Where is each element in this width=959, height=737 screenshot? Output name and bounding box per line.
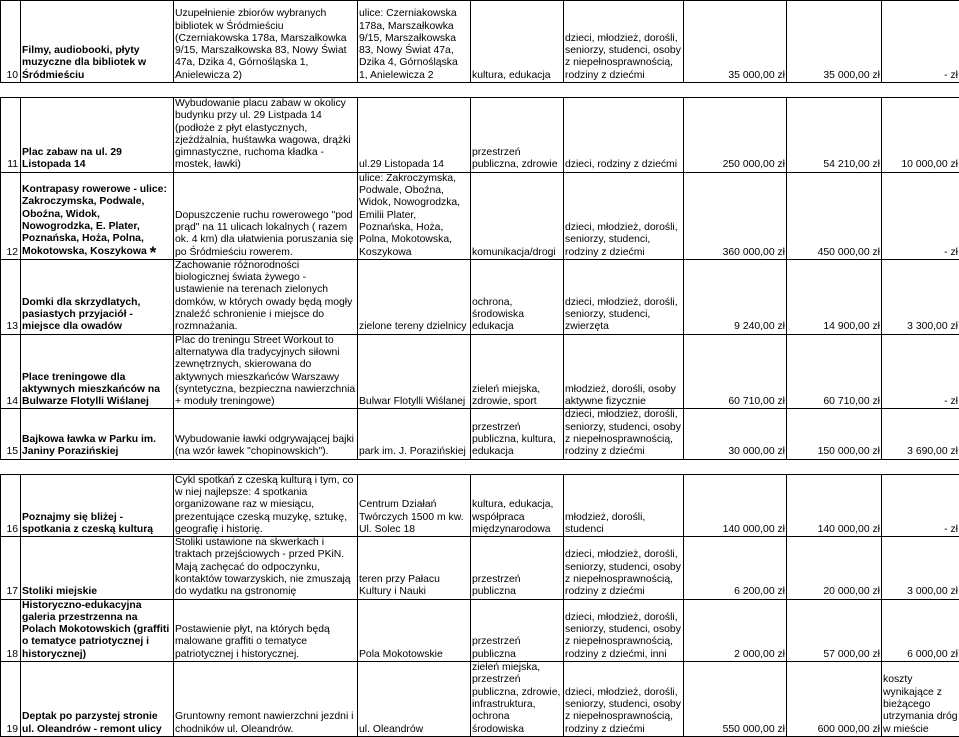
value-3: - zł <box>882 334 959 409</box>
project-target-group: dzieci, młodzież, dorośli, seniorzy, studenci, osoby z niepełnosprawnością, rodziny z dziećmi <box>564 662 684 737</box>
value-1: 2 000,00 zł <box>684 599 787 661</box>
project-description: Stoliki ustawione na skwerkach i traktach przejściowych - przed PKiN. Mają zachęcać do odpoczynku, kontaktów towarzyskich, nie zmuszają do wydatku na gstronomię <box>174 537 358 599</box>
value-3: 3 300,00 zł <box>882 259 959 334</box>
row-number: 16 <box>1 474 21 536</box>
row-number: 19 <box>1 662 21 737</box>
project-target-group: dzieci, rodziny z dziećmi <box>564 98 684 173</box>
project-location: Pola Mokotowskie <box>358 599 471 661</box>
value-2: 14 900,00 zł <box>787 259 882 334</box>
project-name: Filmy, audiobooki, płyty muzyczne dla bibliotek w Śródmieściu <box>21 1 174 83</box>
project-target-group: młodzież, dorośli, studenci <box>564 474 684 536</box>
project-category: zieleń miejska, przestrzeń publiczna, zdrowie, infrastruktura, ochrona środowiska <box>471 662 564 737</box>
row-number: 13 <box>1 259 21 334</box>
table-row <box>1 172 959 259</box>
project-description: Plac do treningu Street Workout to alternatywa dla tradycyjnych siłowni zewnętrznych, skierowana do aktywnych mieszkańców Warszawy (syntetyczna, bezpieczna nawierzchnia + moduły treningowe) <box>174 334 358 409</box>
project-name: Domki dla skrzydlatych, pasiastych przyjaciół - miejsce dla owadów <box>21 259 174 334</box>
project-description: Uzupełnienie zbiorów wybranych bibliotek w Śródmieściu (Czerniakowska 178a, Marszałkowka 9/15, Marszałkowska 83, Nowy Świat 47a, Dzika 4, Górnośląska 1, Anielewicza 2) <box>174 1 358 83</box>
value-2: 20 000,00 zł <box>787 537 882 599</box>
project-target-group: dzieci, młodzież, dorośli, seniorzy, studenci, osoby z niepełnosprawnością, rodziny z dziećmi <box>564 1 684 83</box>
project-location: ulice: Zakroczymska, Podwale, Oboźna, Widok, Nowogrodzka, Emilii Plater, Poznańska, Hoża, Polna, Mokotowska, Koszykowa <box>358 172 471 259</box>
project-location: ul. Oleandrów <box>358 662 471 737</box>
value-3: 10 000,00 zł <box>882 98 959 173</box>
value-3: - zł <box>882 1 959 83</box>
project-name: Historyczno-edukacyjna galeria przestrzenna na Polach Mokotowskich (graffiti o tematyce patriotycznej i historycznej) <box>21 599 174 661</box>
project-location: teren przy Pałacu Kultury i Nauki <box>358 537 471 599</box>
project-name-text: Kontrapasy rowerowe - ulice: Zakroczymska, Podwale, Oboźna, Widok, Nowogrodzka, E. Plater, Poznańska, Hoża, Polna, Mokotowska, Koszykowa <box>22 184 167 256</box>
project-category: kultura, edukacja, współpraca międzynarodowa <box>471 474 564 536</box>
project-description: Cykl spotkań z czeską kulturą i tym, co w niej najlepsze: 4 spotkania organizowane raz w miesiącu, prezentujące czeską muzykę, sztukę, geografię i historię. <box>174 474 358 536</box>
table-row <box>1 259 959 334</box>
value-1: 60 710,00 zł <box>684 334 787 409</box>
value-2: 35 000,00 zł <box>787 1 882 83</box>
table-row <box>1 662 959 737</box>
projects-table-body <box>1 1 959 737</box>
project-location: ul.29 Listopada 14 <box>358 98 471 173</box>
project-category: przestrzeń publiczna, zdrowie <box>471 98 564 173</box>
value-3: 6 000,00 zł <box>882 599 959 661</box>
value-3: 3 690,00 zł <box>882 409 959 459</box>
project-category: kultura, edukacja <box>471 1 564 83</box>
footnote-star: * <box>150 243 157 260</box>
row-number: 14 <box>1 334 21 409</box>
table-row <box>1 1 959 83</box>
value-1: 35 000,00 zł <box>684 1 787 83</box>
value-1: 6 200,00 zł <box>684 537 787 599</box>
value-1: 360 000,00 zł <box>684 172 787 259</box>
table-row <box>1 474 959 536</box>
row-number: 11 <box>1 98 21 173</box>
table-row <box>1 537 959 599</box>
project-target-group: dzieci, młodzież, dorośli, seniorzy, studenci, osoby z niepełnosprawnością, rodziny z dziećmi <box>564 409 684 459</box>
project-category: komunikacja/drogi <box>471 172 564 259</box>
project-description: Wybudowanie ławki odgrywającej bajki (na wzór ławek "chopinowskich"). <box>174 409 358 459</box>
project-name: Deptak po parzystej stronie ul. Oleandrów - remont ulicy <box>21 662 174 737</box>
project-target-group: dzieci, młodzież, dorośli, seniorzy, studenci, zwierzęta <box>564 259 684 334</box>
project-category: przestrzeń publiczna, kultura, edukacja <box>471 409 564 459</box>
value-1: 30 000,00 zł <box>684 409 787 459</box>
value-3: - zł <box>882 172 959 259</box>
project-location: ulice: Czerniakowska 178a, Marszałkowka 9/15, Marszałkowska 83, Nowy Świat 47a, Dzika 4, Górnośląska 1, Anielewicza 2 <box>358 1 471 83</box>
value-2: 57 000,00 zł <box>787 599 882 661</box>
project-location: park im. J. Porazińskiej <box>358 409 471 459</box>
value-1: 550 000,00 zł <box>684 662 787 737</box>
value-1: 250 000,00 zł <box>684 98 787 173</box>
project-category: przestrzeń publiczna <box>471 599 564 661</box>
project-category: zieleń miejska, zdrowie, sport <box>471 334 564 409</box>
value-1: 9 240,00 zł <box>684 259 787 334</box>
value-2: 60 710,00 zł <box>787 334 882 409</box>
project-category: ochrona, środowiska edukacja <box>471 259 564 334</box>
project-description: Dopuszczenie ruchu rowerowego "pod prąd" na 11 ulicach lokalnych ( razem ok. 4 km) dla ułatwienia poruszania się po Śródmieściu rowerem. <box>174 172 358 259</box>
value-2: 450 000,00 zł <box>787 172 882 259</box>
project-description: Zachowanie różnorodności biologicznej świata żywego - ustawienie na terenach zielonych domków, w których owady będą mogły znaleźć schronienie i miejsce do rozmnażania. <box>174 259 358 334</box>
row-spacer <box>1 459 959 474</box>
project-name: Place treningowe dla aktywnych mieszkańców na Bulwarze Flotylli Wiślanej <box>21 334 174 409</box>
project-name: Stoliki miejskie <box>21 537 174 599</box>
project-target-group: dzieci, młodzież, dorośli, seniorzy, studenci, osoby z niepełnosprawnością, rodziny z dziećmi <box>564 537 684 599</box>
project-target-group: dzieci, młodzież, dorośli, seniorzy, studenci, osoby z niepełnosprawnością, rodziny z dziećmi, inni <box>564 599 684 661</box>
row-number: 12 <box>1 172 21 259</box>
value-2: 150 000,00 zł <box>787 409 882 459</box>
project-description: Wybudowanie placu zabaw w okolicy budynku przy ul. 29 Listpada 14 (podłoże z płyt elastycznych, zjeżdżalnia, huśtawka wagowa, drążki gimnastyczne, ruchoma kładka - mostek, ławki) <box>174 98 358 173</box>
row-spacer <box>1 83 959 98</box>
project-name: Poznajmy się bliżej - spotkania z czeską kulturą <box>21 474 174 536</box>
value-2: 600 000,00 zł <box>787 662 882 737</box>
value-2: 54 210,00 zł <box>787 98 882 173</box>
table-row <box>1 98 959 173</box>
row-number: 18 <box>1 599 21 661</box>
project-name: Plac zabaw na ul. 29 Listopada 14 <box>21 98 174 173</box>
table-row <box>1 409 959 459</box>
row-number: 15 <box>1 409 21 459</box>
value-3: 3 000,00 zł <box>882 537 959 599</box>
value-2: 140 000,00 zł <box>787 474 882 536</box>
project-location: Centrum Działań Twórczych 1500 m kw. Ul. Solec 18 <box>358 474 471 536</box>
project-name <box>21 172 174 259</box>
project-location: Bulwar Flotylli Wiślanej <box>358 334 471 409</box>
value-3: koszty wynikające z bieżącego utrzymania dróg w mieście <box>882 662 959 737</box>
project-target-group: młodzież, dorośli, osoby aktywne fizycznie <box>564 334 684 409</box>
project-description: Postawienie płyt, na których będą malowane graffiti o tematyce patriotycznej i historycznej. <box>174 599 358 661</box>
table-row <box>1 599 959 661</box>
project-location: zielone tereny dzielnicy <box>358 259 471 334</box>
project-description: Gruntowny remont nawierzchni jezdni i chodników ul. Oleandrów. <box>174 662 358 737</box>
table-row <box>1 334 959 409</box>
value-3: - zł <box>882 474 959 536</box>
value-1: 140 000,00 zł <box>684 474 787 536</box>
row-number: 10 <box>1 1 21 83</box>
project-target-group: dzieci, młodzież, dorośli, seniorzy, studenci, rodziny z dziećmi <box>564 172 684 259</box>
project-name: Bajkowa ławka w Parku im. Janiny Porazińskiej <box>21 409 174 459</box>
project-category: przestrzeń publiczna <box>471 537 564 599</box>
row-number: 17 <box>1 537 21 599</box>
